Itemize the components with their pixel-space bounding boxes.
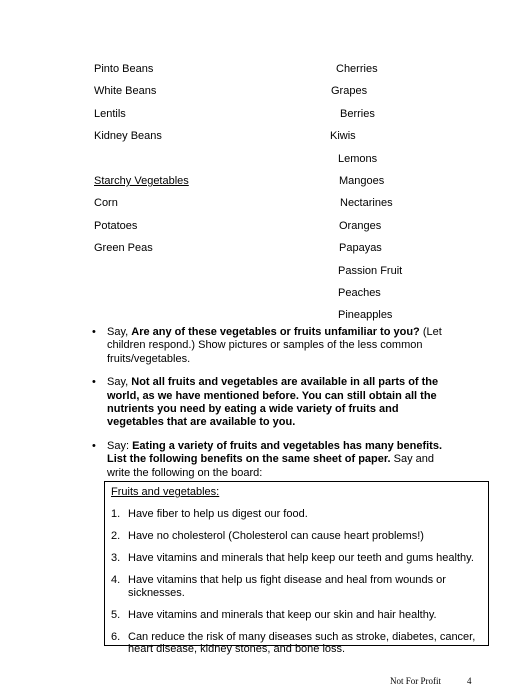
- food-item: Oranges: [339, 219, 382, 232]
- food-item: Pinto Beans: [94, 63, 154, 75]
- food-item: Passion Fruit: [338, 264, 403, 277]
- benefit-item: [111, 609, 481, 622]
- page-footer: [390, 676, 472, 686]
- bullet-text: Say:: [107, 439, 133, 452]
- item-text: Have vitamins and minerals that help keep our teeth and gums healthy.: [128, 552, 474, 564]
- benefits-list: [111, 508, 481, 656]
- food-item: Grapes: [331, 85, 368, 98]
- food-item: Nectarines: [340, 197, 393, 210]
- food-item: Potatoes: [94, 219, 138, 232]
- bullet-icon: •: [92, 376, 96, 389]
- bullet-icon: •: [92, 439, 96, 452]
- item-text: Have no cholesterol (Cholesterol can cause heart problems!): [128, 530, 424, 542]
- benefit-item: [111, 552, 481, 565]
- bullet-text: Say and write the following on the board:: [107, 453, 435, 479]
- benefit-item: [111, 530, 481, 543]
- bullet-item: [92, 376, 454, 430]
- food-item: Cherries: [336, 63, 378, 75]
- food-item: White Beans: [94, 85, 157, 98]
- food-item: [94, 152, 294, 174]
- item-number: 1.: [111, 508, 121, 520]
- fruits-list: [330, 62, 490, 331]
- food-item: Papayas: [339, 242, 382, 255]
- item-text: Can reduce the risk of many diseases such as stroke, diabetes, cancer, heart disease, kidney stones, and bone loss.: [128, 630, 476, 655]
- item-text: Have vitamins and minerals that keep our skin and hair healthy.: [128, 608, 437, 621]
- bullet-text: Say,: [107, 376, 132, 389]
- bold-text: Are any of these vegetables or fruits unfamiliar to you?: [131, 326, 420, 338]
- benefits-box: [104, 481, 489, 655]
- bullet-item: [92, 440, 454, 480]
- benefits-title: Fruits and vegetables:: [111, 486, 220, 498]
- vegetables-list: [94, 62, 294, 264]
- page-number: 4: [467, 676, 472, 686]
- bullet-item: [92, 326, 454, 366]
- category-heading: Starchy Vegetables: [94, 174, 189, 187]
- item-number: 6.: [111, 630, 121, 643]
- food-item: Lentils: [94, 107, 126, 120]
- bold-text: Not all fruits and vegetables are available in all parts of the world, as we have mentioned before. You can still obtain all the nutrients you need by eating a wide variety of fruits and vegetables that are available to you.: [107, 376, 439, 429]
- food-item: Berries: [340, 107, 375, 120]
- benefit-item: [111, 508, 481, 521]
- item-text: Have fiber to help us digest our food.: [128, 508, 308, 520]
- item-number: 4.: [111, 574, 121, 586]
- food-item: Kiwis: [330, 130, 356, 143]
- bullet-icon: •: [92, 326, 96, 338]
- item-number: 3.: [111, 552, 121, 564]
- food-item: Peaches: [338, 286, 381, 299]
- item-number: 2.: [111, 530, 121, 542]
- instruction-bullets: [92, 326, 454, 490]
- food-item: Corn: [94, 197, 118, 210]
- food-item: Kidney Beans: [94, 130, 162, 143]
- item-text: Have vitamins that help us fight disease and heal from wounds or sicknesses.: [128, 574, 446, 599]
- bold-text: Eating a variety of fruits and vegetables has many benefits. List the following benefits on the same sheet of paper.: [107, 439, 443, 466]
- benefit-item: [111, 631, 481, 656]
- food-item: Green Peas: [94, 242, 153, 255]
- footer-label: Not For Profit: [390, 676, 442, 686]
- food-item: Mangoes: [339, 174, 385, 187]
- benefit-item: [111, 574, 481, 599]
- bullet-text: (Let children respond.) Show pictures or samples of the less common fruits/vegetables.: [107, 326, 442, 365]
- food-item: Pineapples: [338, 309, 393, 322]
- item-number: 5.: [111, 608, 121, 621]
- bullet-text: Say,: [107, 326, 132, 338]
- food-item: Lemons: [338, 152, 378, 165]
